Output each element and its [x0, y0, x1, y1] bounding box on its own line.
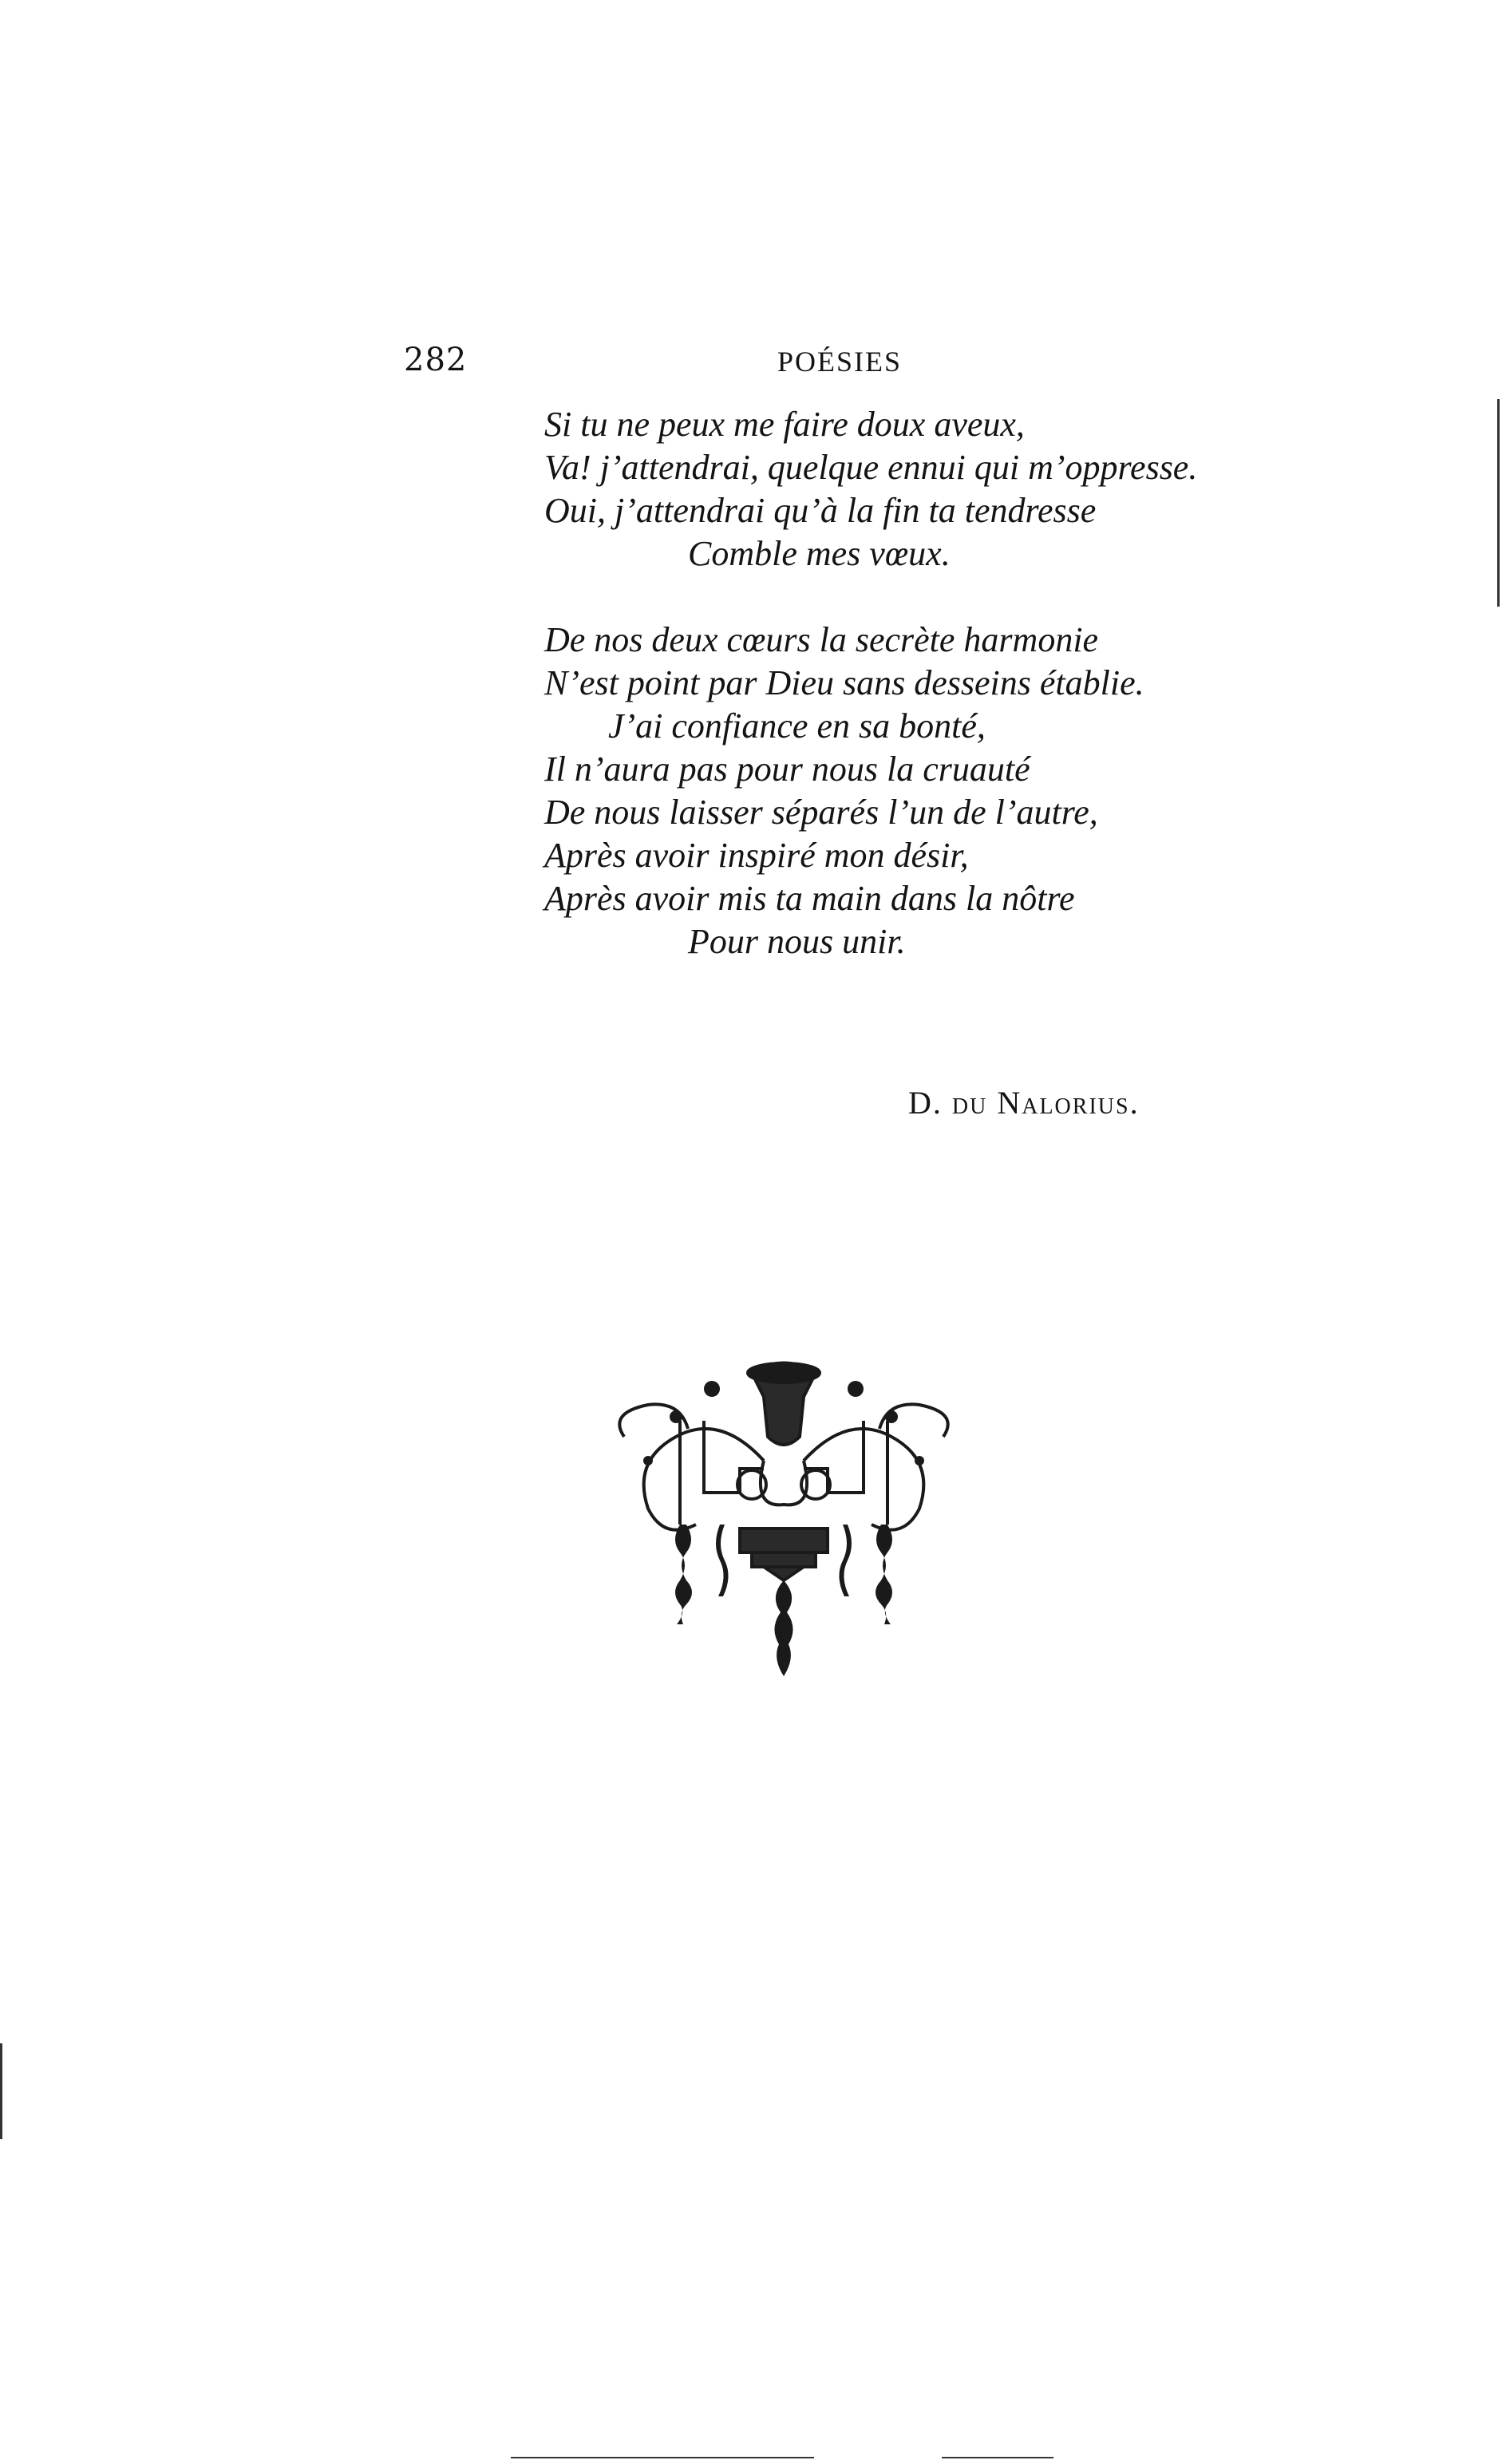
scan-edge-mark [942, 2457, 1053, 2458]
signature-surname: Nalorius. [997, 1085, 1140, 1121]
scan-edge-mark [511, 2457, 814, 2458]
poem-line: Après avoir mis ta main dans la nôtre [544, 879, 1075, 918]
poem-line: Oui, j’attendrai qu’à la fin ta tendresse [544, 491, 1097, 530]
signature-initial: D. [908, 1085, 943, 1121]
running-title: POÉSIES [777, 346, 903, 378]
floral-tailpiece-ornament-icon [600, 1341, 967, 1692]
page-number: 282 [404, 342, 468, 378]
signature-particle: du [951, 1085, 988, 1121]
poem-line: De nos deux cœurs la secrète harmonie [544, 620, 1099, 659]
stanza-break [544, 575, 1197, 619]
poem-line: J’ai confiance en sa bonté, [608, 706, 986, 746]
poem-line: Après avoir inspiré mon désir, [544, 836, 969, 875]
poem-line: Si tu ne peux me faire doux aveux, [544, 405, 1025, 444]
poem [544, 403, 1197, 963]
poem-line: Va! j’attendrai, quelque ennui qui m’oppresse. [544, 448, 1198, 487]
poem-line: De nous laisser séparés l’un de l’autre, [544, 793, 1098, 832]
scan-edge-mark [0, 2043, 2, 2139]
author-signature [908, 1084, 1140, 1121]
scan-edge-mark [1497, 399, 1500, 607]
poem-line: Comble mes vœux. [688, 534, 951, 573]
poem-line: Pour nous unir. [688, 922, 906, 961]
poem-line: Il n’aura pas pour nous la cruauté [544, 749, 1030, 789]
poem-line: N’est point par Dieu sans desseins établie. [544, 663, 1144, 702]
running-header [404, 342, 1202, 390]
